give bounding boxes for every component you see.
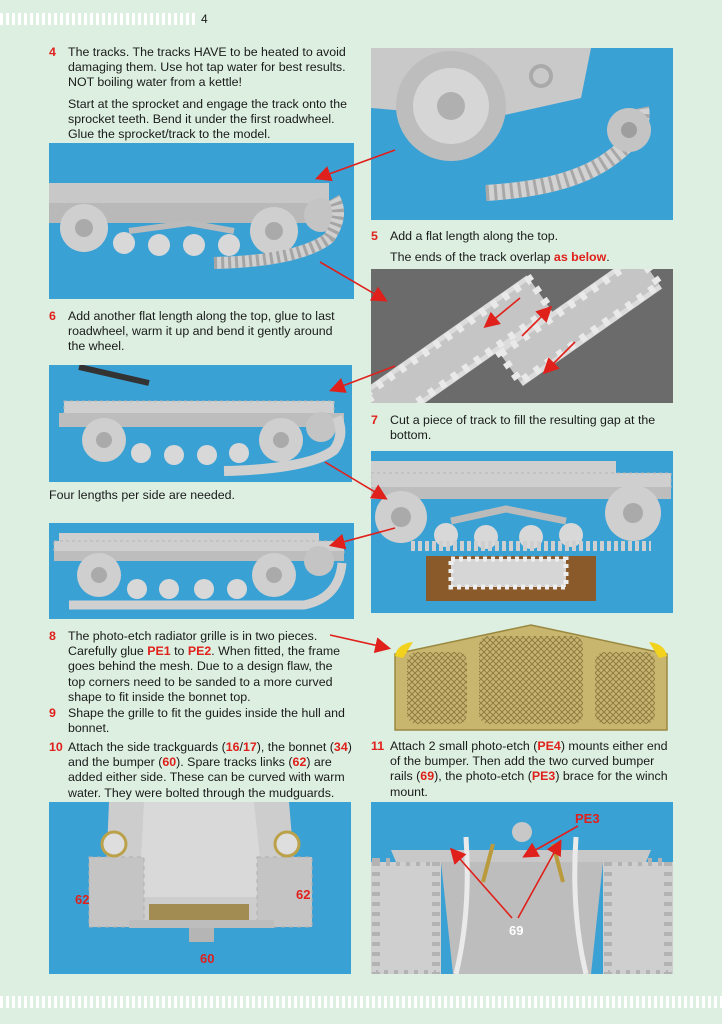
step-5-text-1: Add a flat length along the top.	[390, 229, 559, 243]
photo-hull-complete-track	[49, 523, 354, 619]
label-60: 60	[200, 951, 215, 966]
label-62-right: 62	[296, 887, 311, 902]
bumper-rails-illustration	[371, 802, 673, 974]
radiator-grille-drawing	[391, 622, 671, 732]
step-7-text-1: Cut a piece of track to fill the resulting gap at the bottom.	[390, 413, 656, 443]
hull-gap-filled-illustration	[371, 451, 673, 613]
hull-track-start-illustration	[49, 143, 354, 299]
photo-bumper-rails	[371, 802, 673, 974]
step-number: 9	[49, 706, 56, 720]
grille-illustration	[391, 622, 671, 732]
step-5-text-2: The ends of the track overlap as below.	[390, 250, 610, 265]
photo-hull-track-start	[49, 143, 354, 299]
sprocket-closeup-illustration	[371, 48, 673, 220]
photo-hull-top-track	[49, 365, 352, 482]
label-pe3: PE3	[575, 811, 600, 826]
header-stripe	[0, 13, 195, 25]
step-number: 7	[371, 413, 378, 427]
step-number: 8	[49, 629, 56, 643]
hull-top-track-illustration	[49, 365, 352, 482]
footer-stripe	[0, 996, 722, 1008]
note-text: Four lengths per side are needed.	[49, 488, 235, 502]
page-number: 4	[201, 12, 208, 26]
note-four-lengths	[49, 488, 349, 503]
step-number: 5	[371, 229, 378, 243]
step-number: 11	[371, 739, 385, 753]
step-number: 10	[49, 740, 63, 754]
step-4-text-2: Start at the sprocket and engage the track onto the sprocket teeth. Bend it under the first roadwheel. Glue the sprocket/track to the model.	[68, 96, 347, 142]
photo-track-overlap	[371, 269, 673, 403]
step-11-text: Attach 2 small photo-etch (PE4) mounts either end of the bumper. Then add the two curved bumper rails (69), the photo-etch (PE3) brace for the winch mount.	[390, 739, 668, 799]
step-6-text-1: Add another flat length along the top, glue to last roadwheel, warm it up and bend it gently around the wheel.	[68, 309, 335, 354]
photo-hull-gap-filled	[371, 451, 673, 613]
label-62-left: 62	[75, 892, 90, 907]
step-10-text: Attach the side trackguards (16/17), the bonnet (34) and the bumper (60). Spare tracks links (62) are added either side. These can be curved with warm water. They were bolted through the mudguards.	[68, 740, 352, 800]
hull-complete-track-illustration	[49, 523, 354, 619]
step-9-text: Shape the grille to fit the guides inside the hull and bonnet.	[68, 706, 345, 736]
label-69: 69	[509, 923, 524, 938]
step-number: 6	[49, 309, 56, 323]
step-8-text: The photo-etch radiator grille is in two pieces. Carefully glue PE1 to PE2. When fitted, the frame goes behind the mesh. Due to a design flaw, the top corners need to be sanded to a more curved shape to fit inside the bonnet top.	[68, 629, 341, 704]
step-number: 4	[49, 45, 56, 59]
track-overlap-illustration	[371, 269, 673, 403]
step-4-text-1: The tracks. The tracks HAVE to be heated to avoid damaging them. Use hot tap water for best results. NOT boiling water from a kettle!	[68, 45, 346, 90]
photo-sprocket-closeup	[371, 48, 673, 220]
